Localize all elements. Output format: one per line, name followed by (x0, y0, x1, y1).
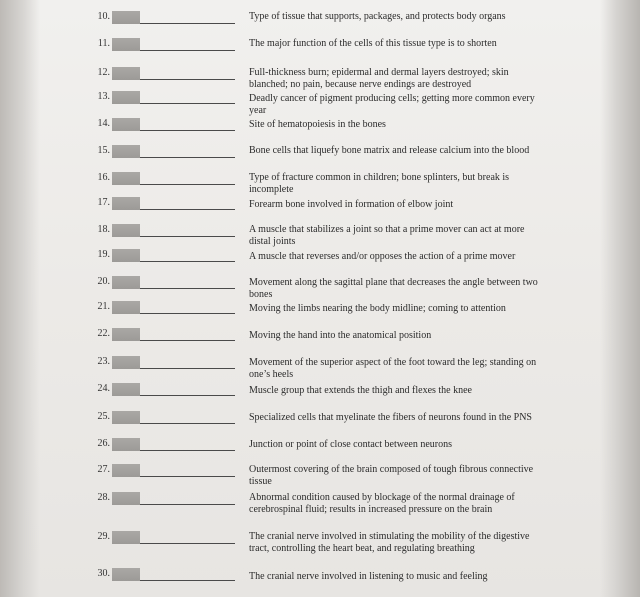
redacted-answer-box (112, 197, 140, 210)
redacted-answer-box (112, 249, 140, 262)
question-definition: Movement of the superior aspect of the foot toward the leg; standing on one’s heels (249, 357, 537, 380)
answer-blank[interactable] (140, 543, 235, 544)
redacted-answer-box (112, 438, 140, 451)
redacted-answer-box (112, 11, 140, 24)
question-definition: Full-thickness burn; epidermal and dermal layers destroyed; skin blanched; no pain, because nerve endings are destroyed (249, 67, 509, 90)
question-definition: Deadly cancer of pigment producing cells; getting more common every year (249, 93, 535, 116)
question-number: 29. (97, 531, 110, 542)
answer-blank[interactable] (140, 340, 235, 341)
question-number: 11. (97, 38, 110, 49)
question-definition: The major function of the cells of this tissue type is to shorten (249, 38, 497, 49)
answer-blank[interactable] (140, 130, 235, 131)
question-number: 26. (97, 438, 110, 449)
question-definition: Moving the hand into the anatomical position (249, 330, 432, 341)
answer-blank[interactable] (140, 476, 235, 477)
answer-blank[interactable] (140, 580, 235, 581)
question-number: 14. (97, 118, 110, 129)
answer-blank[interactable] (140, 261, 235, 262)
answer-blank[interactable] (140, 236, 235, 237)
redacted-answer-box (112, 301, 140, 314)
question-definition: Movement along the sagittal plane that decreases the angle between two bones (249, 277, 538, 300)
redacted-answer-box (112, 276, 140, 289)
question-number: 15. (97, 145, 110, 156)
question-definition: The cranial nerve involved in stimulating the mobility of the digestive tract, controlling the heart beat, and regulating breathing (249, 531, 530, 554)
question-number: 18. (97, 224, 110, 235)
question-definition: Moving the limbs nearing the body midline; coming to attention (249, 303, 506, 314)
redacted-answer-box (112, 464, 140, 477)
question-definition: The cranial nerve involved in listening to music and feeling (249, 571, 488, 582)
answer-blank[interactable] (140, 157, 235, 158)
question-number: 27. (97, 464, 110, 475)
question-definition: Type of fracture common in children; bone splinters, but break is incomplete (249, 172, 510, 195)
question-number: 16. (97, 172, 110, 183)
answer-blank[interactable] (140, 504, 235, 505)
answer-blank[interactable] (140, 313, 235, 314)
redacted-answer-box (112, 568, 140, 581)
question-number: 12. (97, 67, 110, 78)
question-number: 28. (97, 492, 110, 503)
answer-blank[interactable] (140, 368, 235, 369)
answer-blank[interactable] (140, 79, 235, 80)
question-definition: A muscle that reverses and/or opposes the action of a prime mover (249, 251, 516, 262)
redacted-answer-box (112, 328, 140, 341)
question-definition: Muscle group that extends the thigh and flexes the knee (249, 385, 472, 396)
answer-blank[interactable] (140, 50, 235, 51)
question-definition: A muscle that stabilizes a joint so that a prime mover can act at more distal joints (249, 224, 525, 247)
question-definition: Forearm bone involved in formation of elbow joint (249, 199, 454, 210)
answer-blank[interactable] (140, 288, 235, 289)
question-definition: Site of hematopoiesis in the bones (249, 119, 386, 130)
redacted-answer-box (112, 356, 140, 369)
question-number: 25. (97, 411, 110, 422)
question-number: 22. (97, 328, 110, 339)
question-number: 13. (97, 91, 110, 102)
redacted-answer-box (112, 383, 140, 396)
redacted-answer-box (112, 91, 140, 104)
question-definition: Outermost covering of the brain composed of tough fibrous connective tissue (249, 464, 534, 487)
question-definition: Type of tissue that supports, packages, and protects body organs (249, 11, 506, 22)
answer-blank[interactable] (140, 23, 235, 24)
redacted-answer-box (112, 531, 140, 544)
redacted-answer-box (112, 224, 140, 237)
answer-blank[interactable] (140, 103, 235, 104)
question-number: 21. (97, 301, 110, 312)
answer-blank[interactable] (140, 423, 235, 424)
question-definition: Junction or point of close contact between neurons (249, 439, 452, 450)
redacted-answer-box (112, 172, 140, 185)
question-definition: Specialized cells that myelinate the fibers of neurons found in the PNS (249, 412, 532, 423)
redacted-answer-box (112, 118, 140, 131)
question-number: 19. (97, 249, 110, 260)
question-number: 17. (97, 197, 110, 208)
redacted-answer-box (112, 145, 140, 158)
answer-blank[interactable] (140, 209, 235, 210)
answer-blank[interactable] (140, 395, 235, 396)
answer-blank[interactable] (140, 450, 235, 451)
question-number: 23. (97, 356, 110, 367)
question-number: 30. (97, 568, 110, 579)
question-number: 10. (97, 11, 110, 22)
redacted-answer-box (112, 411, 140, 424)
question-number: 20. (97, 276, 110, 287)
redacted-answer-box (112, 38, 140, 51)
question-definition: Bone cells that liquefy bone matrix and release calcium into the blood (249, 145, 530, 156)
answer-blank[interactable] (140, 184, 235, 185)
redacted-answer-box (112, 67, 140, 80)
redacted-answer-box (112, 492, 140, 505)
question-definition: Abnormal condition caused by blockage of the normal drainage of cerebrospinal fluid; results in increased pressure on the brain (249, 492, 515, 515)
question-number: 24. (97, 383, 110, 394)
